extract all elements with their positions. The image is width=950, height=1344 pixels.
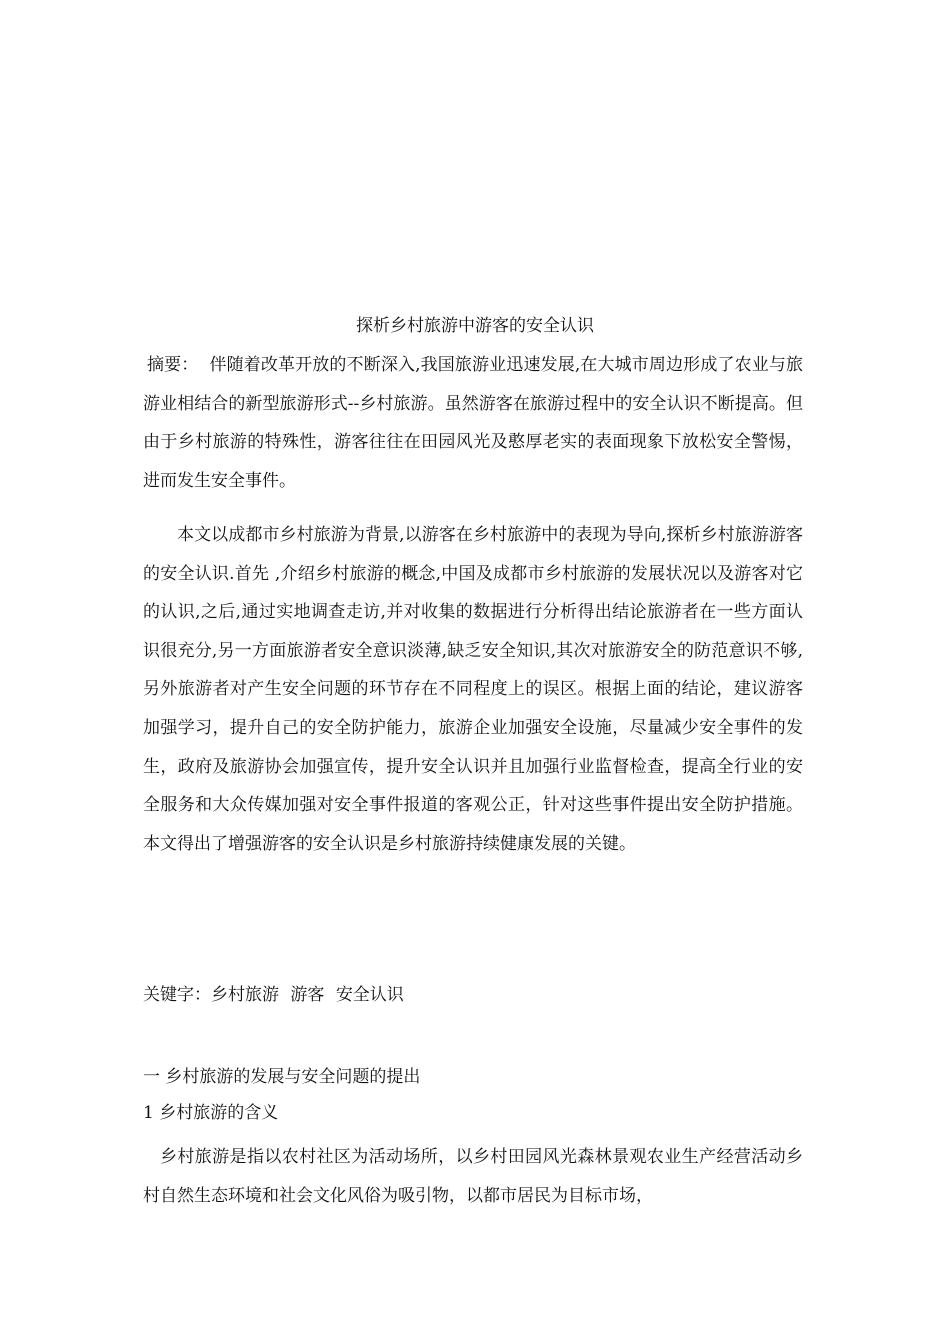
keywords-line bbox=[143, 980, 410, 1010]
keyword: 安全认识 bbox=[335, 985, 404, 1005]
subsection-heading: 1 乡村旅游的含义 bbox=[143, 1103, 279, 1123]
section-heading: 一 乡村旅游的发展与安全问题的提出 bbox=[143, 1067, 421, 1087]
keyword: 乡村旅游 bbox=[211, 985, 279, 1005]
abstract-text: 伴随着改革开放的不断深入,我国旅游业迅速发展,在大城市周边形成了农业与旅游业相结合的新型旅游形式--乡村旅游。虽然游客在旅游过程中的安全认识不断提高。但由于乡村旅游的特殊性，游客往往在田园风光及憨厚老实的表面现象下放松安全警惕，进而发生安全事件。 bbox=[143, 355, 803, 491]
document-title: 探析乡村旅游中游客的安全认识 bbox=[356, 316, 594, 336]
keyword: 游客 bbox=[290, 985, 325, 1005]
keywords-label: 关键字： bbox=[143, 985, 211, 1005]
body-paragraph: 乡村旅游是指以农村社区为活动场所，以乡村田园风光森林景观农业生产经营活动乡村自然生态环境和社会文化风俗为吸引物，以都市居民为目标市场， bbox=[143, 1147, 803, 1206]
abstract-label: 摘要： bbox=[147, 355, 199, 375]
abstract-paragraph bbox=[143, 346, 803, 500]
body-paragraph: 本文以成都市乡村旅游为背景,以游客在乡村旅游中的表现为导向,探析乡村旅游游客的安全认识.首先 ,介绍乡村旅游的概念,中国及成都市乡村旅游的发展状况以及游客对它的认识,之后,通过实地调查走访,并对收集的数据进行分析得出结论旅游者在一些方面认识很充分,另一方面旅游者安全意识淡薄,缺乏安全知识,其次对旅游安全的防范意识不够,另外旅游者对产生安全问题的环节存在不同程度上的误区。根据上面的结论，建议游客加强学习，提升自己的安全防护能力，旅游企业加强安全设施，尽量减少安全事件的发生，政府及旅游协会加强宣传，提升安全认识并且加强行业监督检查，提高全行业的安全服务和大众传媒加强对安全事件报道的客观公正，针对这些事件提出安全防护措施。本文得出了增强游客的安全认识是乡村旅游持续健康发展的关键。 bbox=[143, 525, 803, 854]
